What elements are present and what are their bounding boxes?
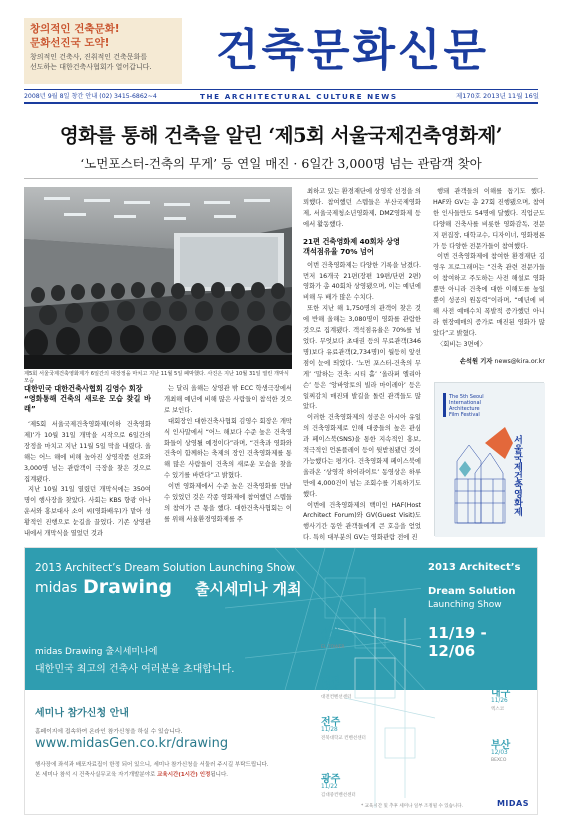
midas-logo: MIDAS	[496, 799, 529, 808]
festival-poster	[434, 382, 544, 536]
city-seoul-venue: EL TOWER	[321, 645, 345, 650]
masthead-tagline: THE ARCHITECTURAL CULTURE NEWS	[200, 92, 398, 101]
article-subhead: ‘노먼포스터-건축의 무게’ 등 연일 매진 · 6일간 3,000명 넘는 관람객 찾아	[80, 156, 482, 171]
ad-title-midas: midas	[35, 580, 78, 596]
city-busan: 부산	[491, 740, 511, 751]
promo-line-3: 창의적인 건축사, 진취적인 건축문화를	[30, 53, 148, 61]
city-jeonju: 전주	[321, 717, 341, 728]
city-daejeon-date: 12/06	[321, 686, 338, 692]
ad-series-title: 2013 Architect’s Dream Solution Launching Show	[35, 562, 295, 574]
poster-line-2: International	[449, 400, 481, 406]
city-gwangju-date: 11/22	[321, 784, 338, 790]
photo-caption: 제5회 서울국제건축영화제가 6일간의 대장정을 마치고 지난 11월 5일 폐막했다. 사진은 지난 10월 31일 열린 개막식 모습	[24, 371, 289, 384]
article-headline: 영화를 통해 건축을 알린 ‘제5회 서울국제건축영화제’	[59, 124, 503, 147]
city-seoul: 서울	[321, 627, 341, 638]
byline	[433, 357, 545, 368]
column3-subhead-2: 객석점유율 70% 넘어	[303, 246, 374, 256]
ad-registration-line-1: 홈페이지에 접속하여 온라인 참가신청을 하실 수 있습니다.	[35, 729, 183, 735]
city-jeonju-venue: 전북대학교 컨벤션센터	[321, 736, 366, 741]
promo-line-4: 선도하는 대한건축사협회가 열어갑니다.	[30, 63, 152, 71]
byline-email: news@kira.or.kr	[494, 357, 545, 365]
masthead-info: 2008년 9월 8일 창간 안내 (02) 3415-6862~4	[24, 93, 157, 100]
promo-line-2: 문화선진국 도약!	[30, 37, 110, 49]
ad-registration-heading: 세미나 참가신청 안내	[35, 708, 129, 719]
ad-credit-text-b: 교육시간(1시간) 인정	[157, 772, 211, 778]
masthead-rule-bottom	[24, 102, 538, 104]
column1-subhead-1: 대한민국 대한건축사협회 김영수 회장	[24, 384, 143, 393]
ad-date-box	[421, 554, 533, 672]
city-daegu: 대구	[491, 688, 511, 699]
masthead-rule-top	[24, 89, 538, 90]
ad-footnote: * 교육시간 및 추후 세미나 일부 조정될 수 있습니다.	[361, 804, 464, 809]
ad-registration-url[interactable]: www.midasGen.co.kr/drawing	[35, 736, 229, 751]
city-daejeon-venue: 대전컨벤션센터	[321, 695, 352, 700]
ad-credit-text-a: 본 세미나 참석 시 건축사실무교육 자기개발분야로	[35, 772, 158, 778]
column2-paragraph-2: 대회장인 대한건축사협회 김영수 회장은 개막식 인사말에서 “어느 해보다 수준 높은 건축영화들이 상영될 예정이다”라며, “건축과 영화와 건축이 함께하는 축제의 장인 건축영화제를 통해 많은 사람들이 건축의 새로운 모습을 찾을 수 있기를 바란다”고 밝혔다.	[164, 417, 292, 480]
ad-box-line-3: Launching Show	[428, 600, 502, 610]
column2-paragraph-1: 는 달리 올해는 상영관 밖 ECC 학생극장에서 개최해 예년에 비해 많은 사람들이 참석한 것으로 보인다.	[164, 385, 292, 414]
column3-paragraph-1: 최하고 있는 환경재단에 상영작 선정을 의뢰했다. 참여했던 스텝들은 부산국제영화제, 서울국제청소년영화제, DMZ영화제 등에서 활동했다.	[303, 188, 421, 228]
ad-registration-line-3	[35, 770, 228, 778]
column4-paragraph-2: 이번 건축영화제에 참여한 환경재단 김영우 프로그래머는 “건축 관련 전문가들이 참여하고 주도하는 사전 해설로 영화뿐만 아니라 건축에 대한 이해도를 높일 뿐이 성공의 원동력”이라며, “예년에 비해 사전 예매수치 폭발적 증가했던 아니라 현장예매의 증가로 매진된 영화가 많았다”고 밝혔다.	[433, 253, 545, 337]
ad-title-seminar: 출시세미나 개최	[195, 580, 302, 598]
city-daejeon: 대전	[321, 676, 341, 687]
column4-paragraph-1: 행돼 관객들의 이해를 돕기도 했다. HAF와 GV는 총 27회 진행됐으며, 참여한 인사들만도 54명에 달했다. 직업군도 다양해 건축사를 비롯한 영화감독, 전문지 편집장, 대학교수, 디자이너, 영화평론가 등 다양한 전문가들이 참여했다.	[433, 188, 545, 250]
city-jeonju-date: 11/28	[321, 727, 338, 733]
column1-paragraph-1: ‘제5회 서울국제건축영화제(이하 건축영화제)’가 10월 31일 개막을 시작으로 6일간의 장정을 마치고 지난 11월 5일 막을 내렸다. 올해는 어느 해에 비해 높아진 상영작품 선호와 3,000명 넘는 관람객이 극장을 찾은 것으로 집계됐다.	[24, 421, 151, 483]
city-gwangju: 광주	[321, 774, 341, 785]
headline-rule	[24, 178, 538, 179]
ad-title-drawing: Drawing	[83, 576, 173, 598]
column3-paragraph-5: 이번에 건축영화제의 백미인 HAF(Host Architect Forum)와 GV(Guest Visit)도 행사기간 동안 관객들에게 큰 호응을 얻었다. 특히 대부분의 GV는 영화관람 전에 진	[303, 501, 421, 542]
city-seoul-date: 11/19	[321, 637, 338, 643]
city-busan-venue: BEXCO	[491, 758, 507, 763]
poster-line-1: The 5th Seoul	[449, 394, 484, 400]
column3-paragraph-4: 이러한 건축영화제의 성공은 아시아 유일의 건축영화제로 인해 대중들의 높은 관심과 페이스북(SNS)을 통한 지속적인 홍보, 적극적인 언론플레이 등이 뒷받침됐던 것이 가능했다는 평가다. 건축영화제 페이스북에 올라온 ‘상영작 하이라이트’ 동영상은 하루만에 4,000건이 넘는 조회수를 기록하기도 했다.	[303, 414, 421, 498]
poster-artwork	[435, 383, 545, 537]
ad-registration-line-2: 행사장에 좌석과 배포자료집이 한정 되어 있으니, 세미나 참가신청을 서둘러 주시길 부탁드립니다.	[35, 762, 269, 768]
ad-box-line-2: Dream Solution	[428, 586, 516, 597]
column1-paragraph-2: 지난 10월 31일 열렸던 개막식에는 350여명이 행사장을 찾았다. 사회는 KBS 향광 아나운서와 홍보대사 소이 씨(영화배우)가 맡아 성황적인 진행으로 눈길을 끌었다. 기존 상영관 내에서 개막식을 열었던 것과	[24, 486, 151, 538]
byline-name: 손석원 기자	[459, 357, 493, 365]
column2-paragraph-3: 이번 영화제에서 수준 높은 건축영화를 만날 수 있었던 것은 각종 영화제에 참여했던 스텝들의 참여가 큰 몫을 했다. 대한건축사협회는 이를 위해 서울환경영화제를 주	[164, 483, 292, 523]
article-column-1	[24, 384, 151, 540]
column4-paragraph-3: 〈회비는 3면에〉	[437, 340, 487, 348]
poster-korean-title: 서울국제건축영화제	[512, 435, 522, 516]
masthead-title: 건축문화신문	[216, 25, 490, 76]
column3-subhead-1: 21편 건축영화제 40회차 상영	[303, 236, 400, 246]
article-column-3	[303, 187, 421, 544]
article-column-4	[433, 187, 545, 368]
event-photo-illustration	[24, 187, 292, 369]
ad-intro-line-1: midas Drawing 출시세미나에	[35, 647, 158, 657]
poster-line-4: Film Festival	[449, 412, 480, 418]
article-column-2	[164, 384, 292, 526]
ad-box-date-range: 11/19 - 12/06	[428, 624, 487, 660]
column3-paragraph-2: 이번 건축영화제는 다양한 기록을 남겼다. 먼저 16개국 21편(장편 19편/단편 2편) 영화가 총 40회차 상영됐으며, 이는 예년에 비해 두 배가 많은 수치다.	[303, 261, 421, 302]
promo-box	[24, 18, 182, 84]
ad-box-line-1: 2013 Architect’s	[428, 562, 521, 573]
ad-credit-text-c: 됩니다.	[210, 772, 229, 778]
city-daegu-venue: 엑스코	[491, 707, 505, 712]
ad-intro-line-2: 대한민국 최고의 건축사 여러분을 초대합니다.	[35, 664, 235, 675]
city-busan-date: 12/03	[491, 750, 508, 756]
advertisement	[24, 547, 538, 815]
masthead-issue: 제170호 2013년 11월 16일	[456, 92, 540, 100]
city-gwangju-venue: 김대중컨벤션센터	[321, 793, 356, 798]
promo-line-1: 창의적인 건축문화!	[30, 23, 120, 35]
column3-paragraph-3: 또한 지난 해 1,750명의 관객이 찾은 것에 반해 올해는 3,080명이 영화를 관람한 것으로 집계됐다. 객석점유율은 70%를 넘었다. 무엇보다 초대권 등의 무료관객(346명)보다 유료관객(2,734명)이 월등히 앞선 점이 눈에 띄었다. ‘노먼 포스터-건축의 무게’ ‘말하는 건축: 시티 홀’ ‘올라퍼 엘리아슨’ 등은 ‘앙바앙토의 빌라 마이레아’ 등은 일찌감치 매진돼 발길을 돌린 관객들도 많았다.	[303, 305, 421, 411]
column1-subhead-2: “영화통해 건축의 새로운 모습 찾길 바래”	[24, 394, 151, 413]
event-photo	[24, 187, 292, 369]
city-daegu-date: 11/26	[491, 698, 508, 704]
poster-line-3: Architecture	[449, 406, 480, 412]
